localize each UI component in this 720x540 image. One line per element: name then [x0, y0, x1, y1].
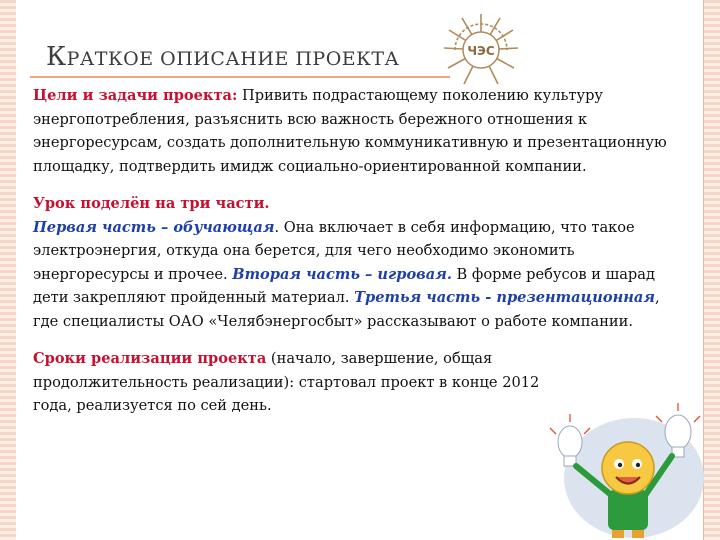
- part3-label: Третья часть - презентационная: [354, 289, 655, 306]
- part3-text: , где специалисты ОАО «Челябэнергосбыт» рассказывают о работе компании.: [33, 289, 660, 330]
- part1-text: . Она включает в себя информацию, что такое электроэнергия, откуда она берется, для чего необходимо экономить энергоресурсы и прочее.: [33, 218, 635, 283]
- slide-body: [33, 84, 683, 432]
- lesson-paragraph: [33, 192, 683, 333]
- title-rest: РАТКОЕ ОПИСАНИЕ ПРОЕКТА: [66, 48, 400, 70]
- part2-text: В форме ребусов и шарад дети закрепляют пройденный материал.: [33, 265, 655, 306]
- part1-label: Первая часть – обучающая: [33, 218, 275, 236]
- timing-label: Сроки реализации проекта: [33, 350, 267, 367]
- left-decor-strip: [0, 0, 16, 540]
- goals-paragraph: [33, 84, 683, 178]
- lesson-heading: Урок поделён на три части.: [33, 195, 270, 212]
- timing-text: (начало, завершение, общая продолжительность реализации): стартовал проект в конце 2012 года, реализуется по сей день.: [33, 350, 540, 414]
- goals-label: Цели и задачи проекта:: [33, 87, 238, 104]
- title-underline: [30, 76, 450, 78]
- company-logo-icon: [438, 10, 524, 90]
- part2-label: Вторая часть – игровая.: [232, 265, 452, 283]
- timing-paragraph: [33, 347, 553, 418]
- lightbulb-kid-illustration: [548, 398, 708, 538]
- goals-text: Привить подрастающему поколению культуру энергопотребления, разъяснить всю важность бережного отношения к энергоресурсам, создать дополнительную коммуникативную и презентационную площадку, подтвердить имидж социально-ориентированной компании.: [33, 87, 667, 175]
- page-title: [46, 42, 399, 72]
- title-initial: К: [46, 42, 67, 72]
- logo-text: ЧЭС: [467, 44, 495, 58]
